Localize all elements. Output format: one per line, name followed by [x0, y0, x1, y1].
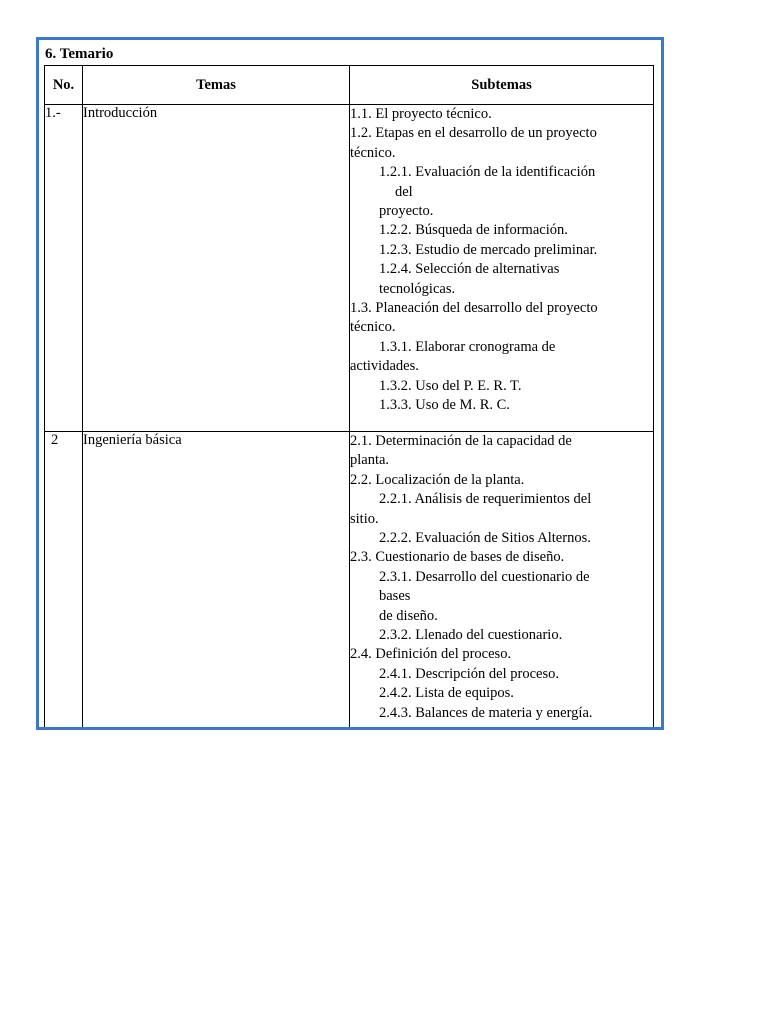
subtopic-line: 2.2.2. Evaluación de Sitios Alternos.: [379, 530, 591, 547]
table-row: [45, 432, 654, 731]
subtopic-line: 2.3.2. Llenado del cuestionario.: [379, 627, 563, 644]
syllabus-table: [44, 65, 654, 730]
subtopic-line: técnico.: [350, 144, 396, 161]
subtopic-line: 1.2.4. Selección de alternativas: [379, 261, 560, 278]
subtopic-line: 2.3.1. Desarrollo del cuestionario de: [379, 568, 590, 585]
document-frame: [36, 37, 664, 730]
header-no: No.: [45, 66, 83, 105]
header-temas: Temas: [83, 66, 350, 105]
subtopic-line: 2.4.3. Balances de materia y energía.: [379, 704, 593, 721]
subtopic-line: 1.2.1. Evaluación de la identificación: [379, 164, 596, 181]
subtopic-line: bases: [379, 588, 411, 605]
row-topic: Introducción: [83, 105, 350, 432]
subtopic-line: 2.1. Determinación de la capacidad de: [350, 433, 572, 449]
subtopic-line: 2.2.1. Análisis de requerimientos del: [379, 491, 592, 508]
subtopic-line: 2.3. Cuestionario de bases de diseño.: [350, 549, 565, 566]
row-number: 2: [45, 432, 83, 731]
subtopic-line: 1.3. Planeación del desarrollo del proyecto: [350, 300, 598, 317]
subtopic-line: 1.1. El proyecto técnico.: [350, 106, 492, 122]
subtopic-line: 2.4. Definición del proceso.: [350, 646, 512, 663]
subtopic-line: 1.3.2. Uso del P. E. R. T.: [379, 377, 522, 394]
subtopic-line: sitio.: [350, 510, 379, 527]
subtopic-line: 2.2. Localización de la planta.: [350, 471, 525, 488]
subtopic-line: 1.2. Etapas en el desarrollo de un proyecto: [350, 125, 597, 142]
subtopic-line: 2.4.1. Descripción del proceso.: [379, 665, 559, 682]
row-topic: Ingeniería básica: [83, 432, 350, 731]
subtopic-line: técnico.: [350, 319, 396, 336]
subtopic-line: de diseño.: [379, 607, 438, 624]
table-header-row: [45, 66, 654, 105]
subtopic-line: tecnológicas.: [379, 280, 456, 297]
subtopic-line: proyecto.: [379, 203, 434, 220]
row-number: 1.-: [45, 105, 83, 432]
table-row: [45, 105, 654, 432]
subtopic-line: 2.4.2. Lista de equipos.: [379, 685, 514, 702]
header-subtemas: Subtemas: [350, 66, 654, 105]
subtopic-line: 1.2.2. Búsqueda de información.: [379, 222, 568, 239]
subtopic-line: planta.: [350, 452, 390, 469]
subtopic-line: del: [395, 183, 413, 200]
row-subtopics: [350, 432, 654, 731]
row-subtopics: [350, 105, 654, 432]
subtopic-line: 1.3.1. Elaborar cronograma de: [379, 338, 556, 355]
subtopic-line: 1.2.3. Estudio de mercado preliminar.: [379, 241, 598, 258]
section-title: 6. Temario: [45, 46, 114, 62]
subtopic-line: 1.3.3. Uso de M. R. C.: [379, 397, 510, 414]
subtopic-line: actividades.: [350, 358, 419, 375]
